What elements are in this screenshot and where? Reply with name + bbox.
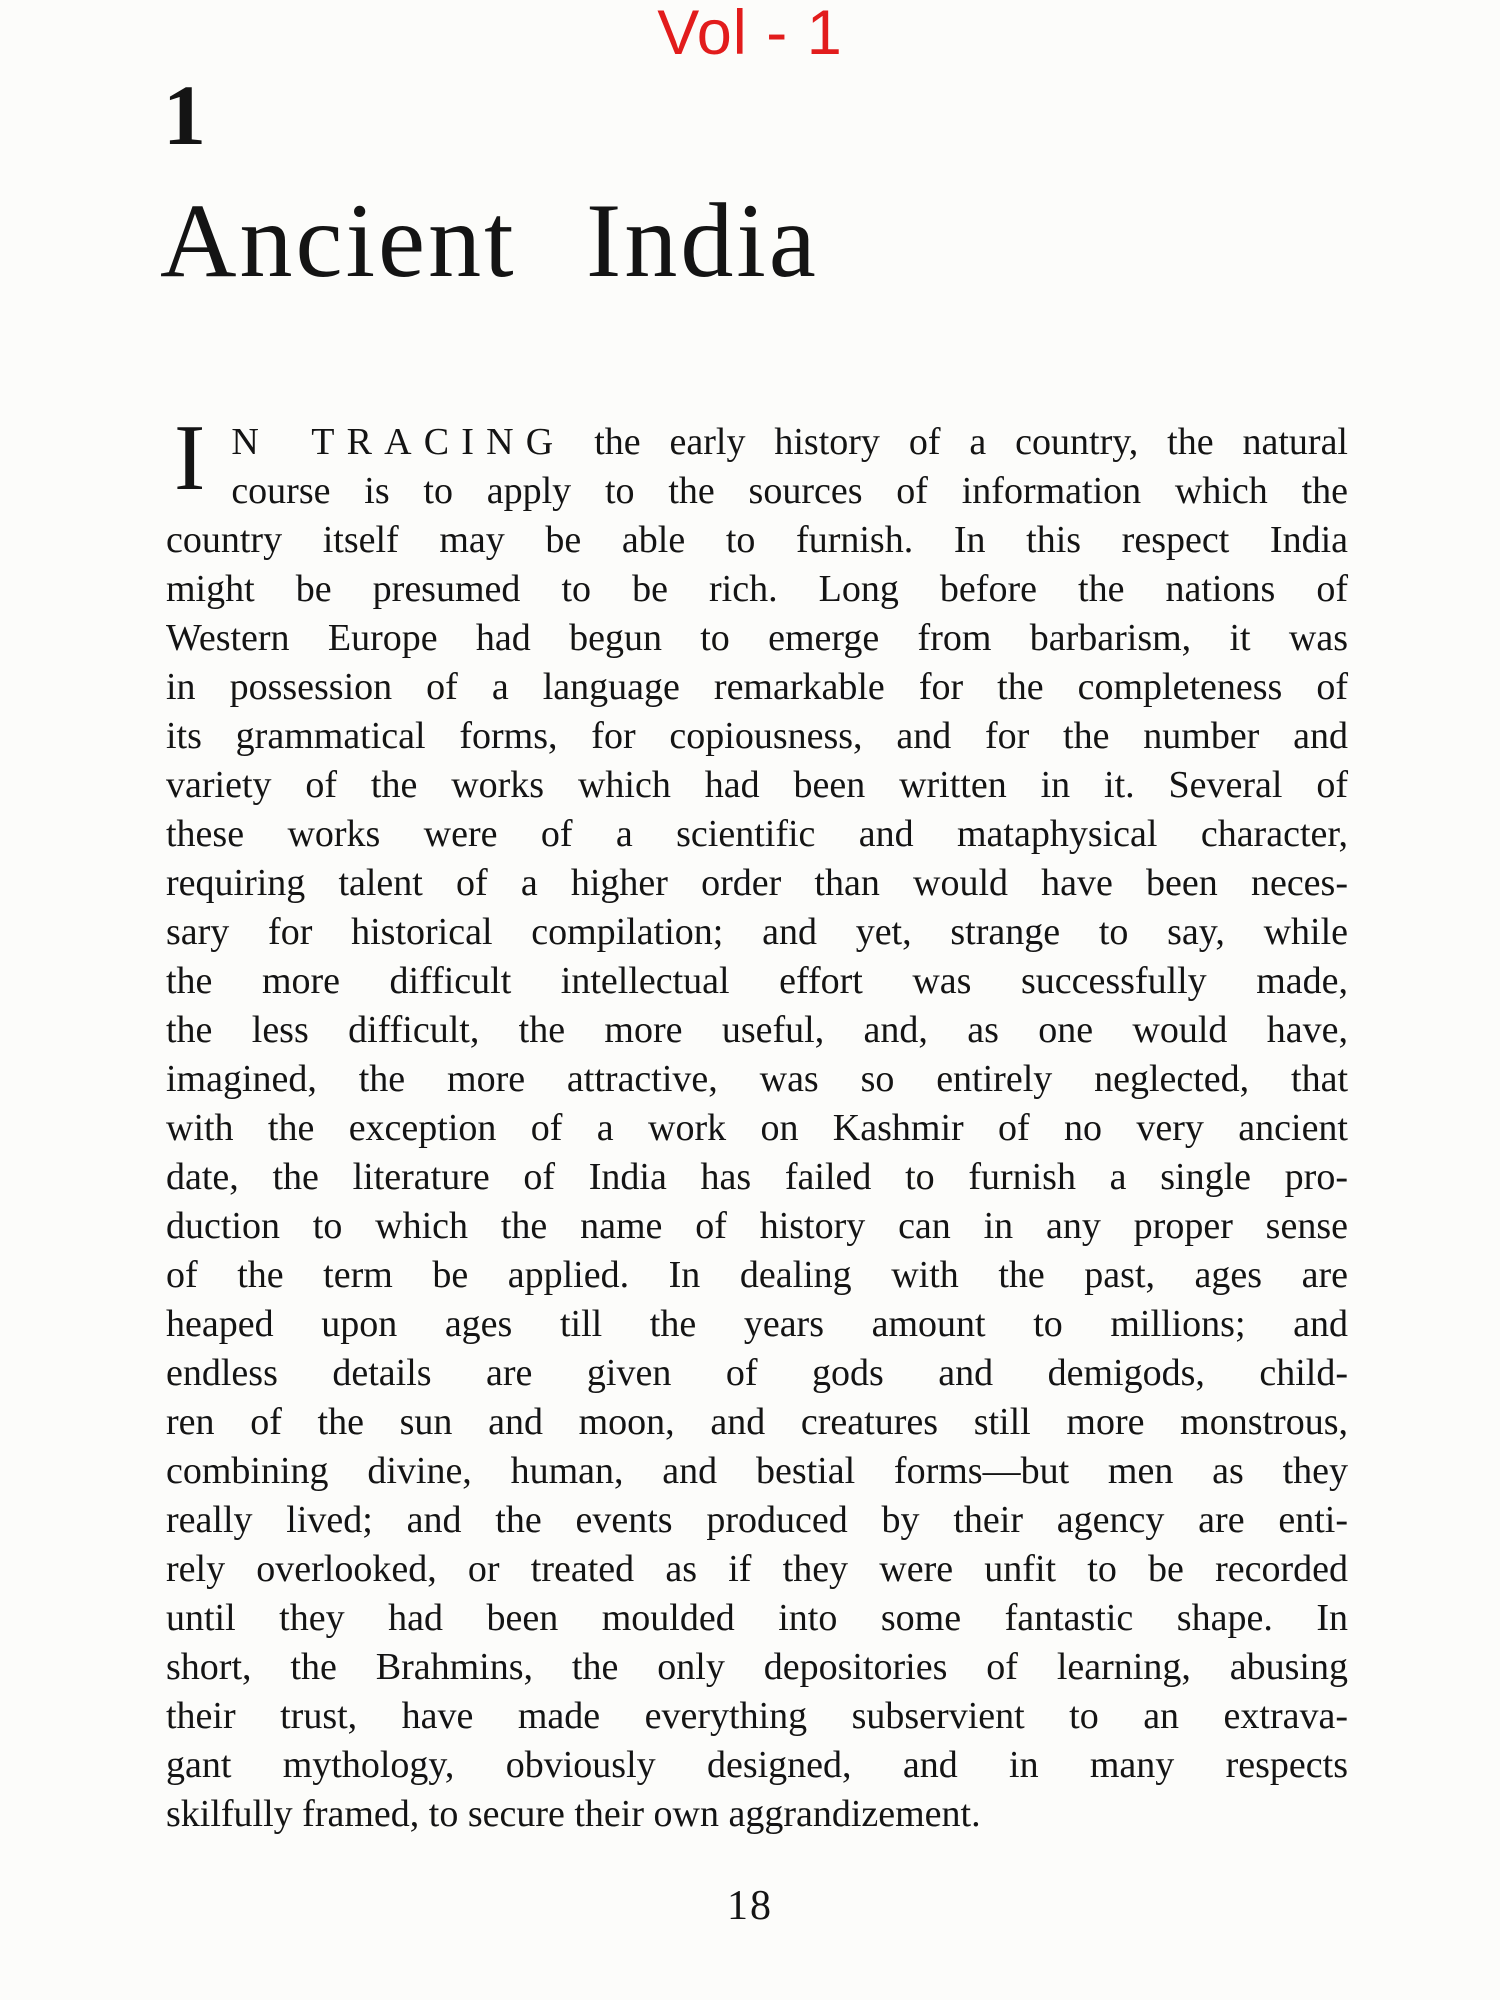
text-line: the less difficult, the more useful, and, as one would have, bbox=[166, 1009, 1348, 1051]
text-line: sary for historical compilation; and yet, strange to say, while bbox=[166, 911, 1348, 953]
text-line: of the term be applied. In dealing with the past, ages are bbox=[166, 1254, 1348, 1296]
text-line: skilfully framed, to secure their own aggrandizement. bbox=[166, 1793, 981, 1835]
text-line: combining divine, human, and bestial forms—but men as they bbox=[166, 1450, 1348, 1492]
text-line: imagined, the more attractive, was so entirely neglected, that bbox=[166, 1058, 1348, 1100]
text-line: date, the literature of India has failed to furnish a single pro- bbox=[166, 1156, 1348, 1198]
text-line: duction to which the name of history can in any proper sense bbox=[166, 1205, 1348, 1247]
text-line: their trust, have made everything subservient to an extrava- bbox=[166, 1695, 1348, 1737]
text-line: Western Europe had begun to emerge from barbarism, it was bbox=[166, 617, 1348, 659]
text-line: with the exception of a work on Kashmir of no very ancient bbox=[166, 1107, 1348, 1149]
text-line: ren of the sun and moon, and creatures still more monstrous, bbox=[166, 1401, 1348, 1443]
text-line: variety of the works which had been written in it. Several of bbox=[166, 764, 1348, 806]
body-text bbox=[166, 406, 1348, 1839]
text-line: endless details are given of gods and demigods, child- bbox=[166, 1352, 1348, 1394]
text-line: requiring talent of a higher order than would have been neces- bbox=[166, 862, 1348, 904]
paragraph-first-line bbox=[166, 418, 1348, 467]
text-line: these works were of a scientific and mataphysical character, bbox=[166, 813, 1348, 855]
volume-label: Vol - 1 bbox=[657, 0, 843, 68]
text-line: until they had been moulded into some fantastic shape. In bbox=[166, 1597, 1348, 1639]
text-line: course is to apply to the sources of information which the bbox=[231, 470, 1348, 512]
text-line: the more difficult intellectual effort was successfully made, bbox=[166, 960, 1348, 1002]
chapter-number: 1 bbox=[163, 67, 206, 163]
text-line: its grammatical forms, for copiousness, and for the number and bbox=[166, 715, 1348, 757]
text-line: short, the Brahmins, the only depositories of learning, abusing bbox=[166, 1646, 1348, 1688]
opening-caps: N TRACING bbox=[231, 421, 566, 463]
page-number: 18 bbox=[727, 1883, 773, 1929]
text-line: really lived; and the events produced by their agency are enti- bbox=[166, 1499, 1348, 1541]
text-line: country itself may be able to furnish. In this respect India bbox=[166, 519, 1348, 561]
text-line: gant mythology, obviously designed, and in many respects bbox=[166, 1744, 1348, 1786]
paragraph-lines bbox=[166, 467, 1348, 1839]
text-line: might be presumed to be rich. Long before the nations of bbox=[166, 568, 1348, 610]
text-line: in possession of a language remarkable for the completeness of bbox=[166, 666, 1348, 708]
chapter-title: Ancient India bbox=[160, 182, 819, 299]
text-line: rely overlooked, or treated as if they were unfit to be recorded bbox=[166, 1548, 1348, 1590]
text-line: heaped upon ages till the years amount to millions; and bbox=[166, 1303, 1348, 1345]
drop-cap: I bbox=[174, 406, 206, 510]
first-line-rest: the early history of a country, the natural bbox=[594, 421, 1348, 463]
